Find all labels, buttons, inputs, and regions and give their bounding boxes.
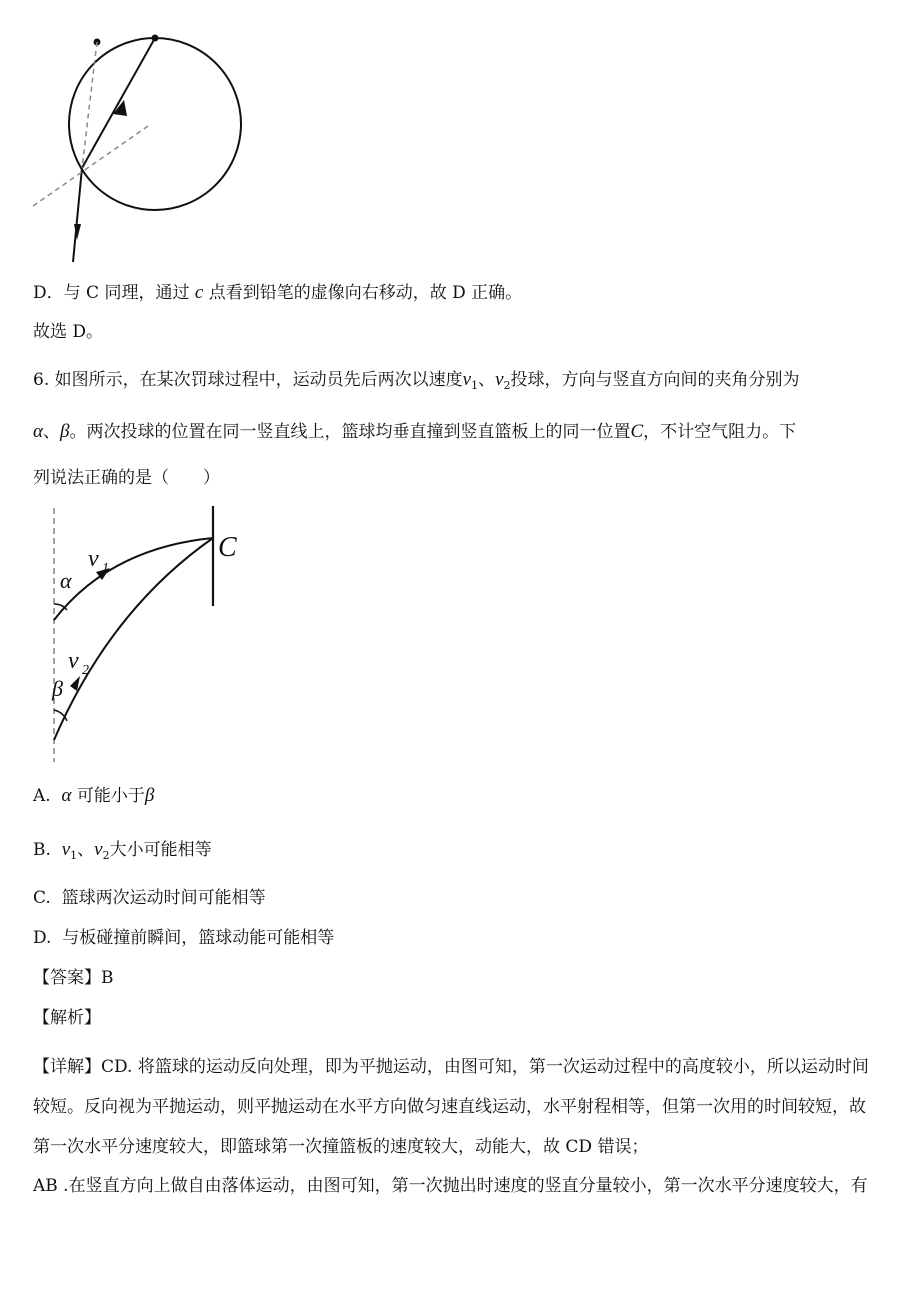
label-v: v bbox=[88, 546, 99, 572]
option-c: C. 篮球两次运动时间可能相等 bbox=[33, 888, 266, 908]
refraction-figure bbox=[25, 28, 255, 266]
detail-paragraph-1: 【详解】CD. 将篮球的运动反向处理，即为平抛运动，由图可知，第一次运动过程中的高度较小，所以运动时间较短。反向视为平抛运动，则平抛运动在水平方向做匀速直线运动，水平射程相等，但第一次用的时间较短，故第一次水平分速度较大，即篮球第一次撞篮板的速度较大，动能大，故 CD 错误； bbox=[33, 1057, 869, 1157]
question-6-line2: α、β。两次投球的位置在同一竖直线上，篮球均垂直撞到竖直篮板上的同一位置C，不计空气阻力。下 bbox=[33, 421, 797, 442]
label-1: 1 bbox=[102, 561, 109, 576]
label-C: C bbox=[218, 532, 237, 563]
label-v-2: v bbox=[68, 648, 79, 674]
answer: 【答案】B bbox=[33, 968, 114, 988]
alpha-arc bbox=[54, 604, 67, 610]
basketball-figure bbox=[30, 500, 260, 770]
question-6-line3: 列说法正确的是（ ） bbox=[33, 468, 220, 488]
ray-inside bbox=[82, 38, 155, 168]
option-b: B. $v_1$、$v_2$大小可能相等 bbox=[33, 839, 212, 862]
option-a: A. α 可能小于β bbox=[33, 785, 155, 806]
analysis-heading: 【解析】 bbox=[33, 1008, 101, 1028]
option-d: D. 与板碰撞前瞬间，篮球动能可能相等 bbox=[33, 928, 335, 948]
label-alpha: α bbox=[60, 568, 72, 593]
ray-outside bbox=[73, 168, 82, 262]
trajectory-2 bbox=[54, 538, 213, 740]
normal-line bbox=[33, 124, 151, 206]
label-2: 2 bbox=[82, 663, 89, 678]
option-d-explanation: D．与 C 同理，通过 c 点看到铅笔的虚像向右移动，故 D 正确。 bbox=[33, 282, 523, 303]
trajectory-1 bbox=[54, 538, 213, 620]
virtual-ray bbox=[82, 42, 97, 168]
detail-paragraph-2: AB .在竖直方向上做自由落体运动，由图可知，第一次抛出时速度的竖直分量较小，第一次水平分速度较大，有 bbox=[33, 1176, 868, 1196]
question-6-line1: 6. 如图所示，在某次罚球过程中，运动员先后两次以速度$v_1$、$v_2$投球，方向与竖直方向间的夹角分别为 bbox=[33, 369, 800, 392]
label-beta: β bbox=[52, 676, 63, 701]
choose-d: 故选 D。 bbox=[33, 322, 104, 342]
